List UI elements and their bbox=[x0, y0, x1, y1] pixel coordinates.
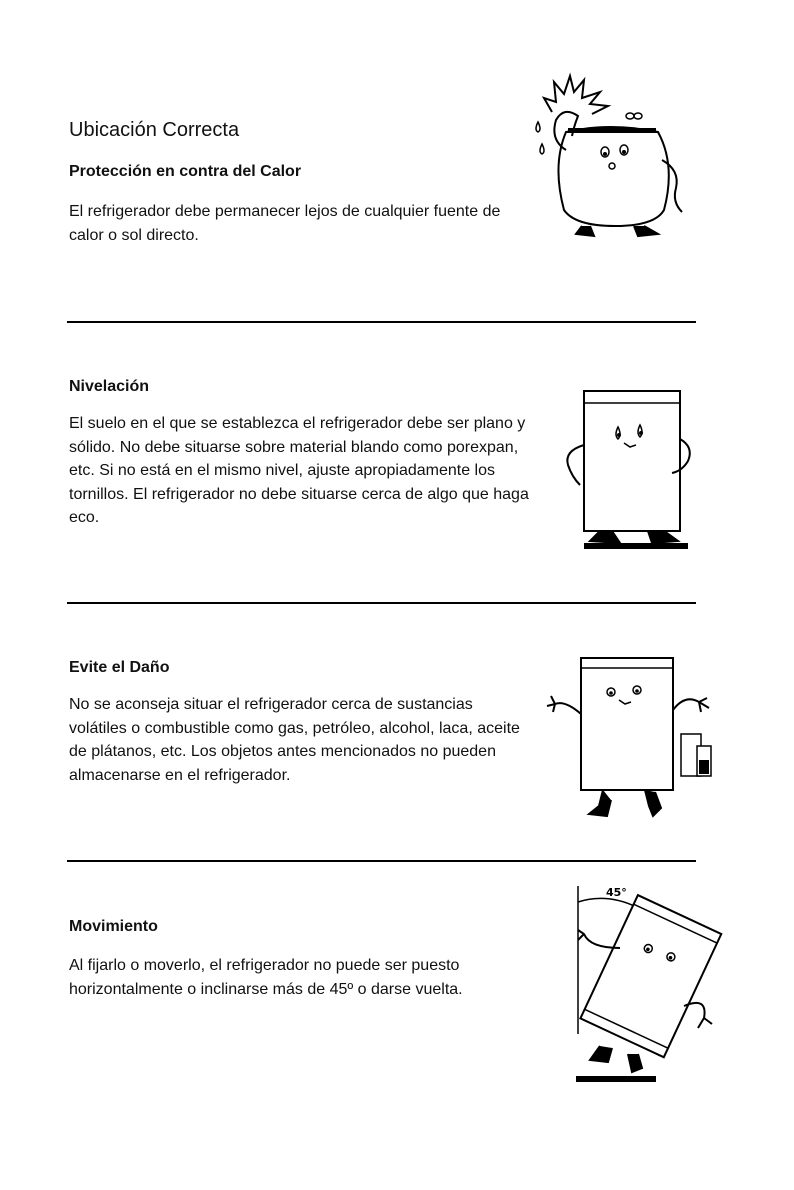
level-fridge-illustration bbox=[560, 385, 700, 555]
section-heat-title: Protección en contra del Calor bbox=[69, 163, 302, 180]
section-heat-body: El refrigerador debe permanecer lejos de cualquier fuente de calor o sol directo. bbox=[69, 203, 501, 244]
section-moving-title: Movimiento bbox=[69, 918, 158, 935]
hot-fridge-illustration bbox=[530, 70, 700, 240]
section-leveling-title: Nivelación bbox=[69, 378, 150, 395]
section-moving-body: Al fijarlo o moverlo, el refrigerador no puede ser puesto horizontalmente o inclinarse más de 45º o darse vuelta. bbox=[69, 957, 463, 998]
angle-label: 45° bbox=[606, 886, 627, 899]
page-title: Ubicación Correcta bbox=[69, 119, 240, 141]
damage-fridge-illustration bbox=[545, 650, 725, 820]
section-damage-body: No se aconseja situar el refrigerador cerca de sustancias volátiles o combustible como gas, petróleo, alcohol, laca, aceite de plátanos, etc. Los objetos antes mencionados no pueden almacenarse en el refrigerador. bbox=[69, 696, 520, 784]
section-leveling-body: El suelo en el que se establezca el refrigerador debe ser plano y sólido. No debe situarse sobre material blando como porexpan, etc. Si no está en el mismo nivel, ajuste apropiadamente los tornillos. El refrigerador no debe situarse cerca de algo que haga eco. bbox=[69, 415, 529, 526]
tilted-fridge-illustration bbox=[560, 878, 740, 1088]
section-damage-title: Evite el Daño bbox=[69, 659, 170, 676]
divider-3 bbox=[67, 860, 696, 862]
divider-2 bbox=[67, 602, 696, 604]
divider-1 bbox=[67, 321, 696, 323]
